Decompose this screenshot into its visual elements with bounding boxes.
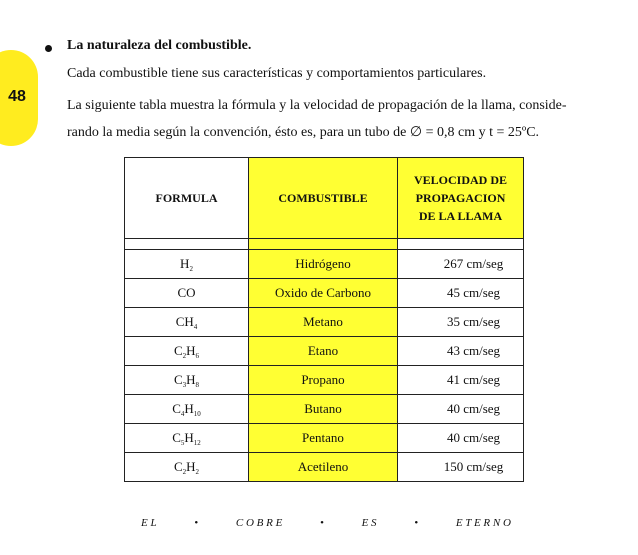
combustible-cell: Acetileno <box>249 453 398 482</box>
paragraph-line-1: La siguiente tabla muestra la fórmula y la velocidad de propagación de la llama, conside- <box>67 98 567 113</box>
formula-element: H <box>184 400 194 416</box>
formula-element: C <box>172 429 181 445</box>
table-row <box>125 424 524 453</box>
formula-element: H <box>186 458 196 474</box>
formula-subscript: 12 <box>193 438 201 447</box>
footer-word: E T E R N O <box>455 517 511 529</box>
formula-subscript: 10 <box>193 409 201 418</box>
header-formula: FORMULA <box>125 158 249 239</box>
velocidad-cell: 267 cm/seg <box>398 250 524 279</box>
formula-element: CH <box>175 313 194 329</box>
table-row <box>125 395 524 424</box>
page-number: 48 <box>8 88 26 105</box>
table-body <box>125 239 524 482</box>
combustible-cell: Metano <box>249 308 398 337</box>
formula-subscript: 4 <box>180 409 185 418</box>
formula-element: CO <box>177 285 196 300</box>
intro-text: Cada combustible tiene sus características y comportamientos particulares. <box>67 66 487 81</box>
formula-element: C <box>172 400 181 416</box>
header-combustible: COMBUSTIBLE <box>249 158 398 239</box>
footer-separator: • <box>320 517 324 529</box>
formula-element: H <box>186 342 196 358</box>
paragraph-line-2: rando la media según la convención, ésto es, para un tubo de ∅ = 0,8 cm y t = 25ºC. <box>67 125 540 140</box>
footer-word: E S <box>361 517 377 529</box>
formula-subscript: 2 <box>195 467 200 476</box>
footer-word: C O B R E <box>235 517 283 529</box>
table-row <box>125 453 524 482</box>
formula-subscript: 2 <box>182 351 187 360</box>
footer-motto <box>141 517 511 529</box>
formula-cell <box>125 453 249 482</box>
velocidad-cell: 150 cm/seg <box>398 453 524 482</box>
velocidad-cell: 40 cm/seg <box>398 395 524 424</box>
header-velocidad-line-3: DE LA LLAMA <box>418 209 503 223</box>
formula-subscript: 4 <box>193 322 198 331</box>
formula-subscript: 6 <box>195 351 200 360</box>
footer-separator: • <box>194 517 199 529</box>
formula-cell <box>125 250 249 279</box>
formula-subscript: 8 <box>195 380 200 389</box>
header-velocidad-line-2: PROPAGACION <box>415 191 506 205</box>
formula-subscript: 5 <box>180 438 185 447</box>
header-velocidad-line-1: VELOCIDAD DE <box>413 173 507 187</box>
combustible-cell: Etano <box>249 337 398 366</box>
formula-cell <box>125 308 249 337</box>
spacer-cell <box>398 239 524 250</box>
table-spacer-row <box>125 239 524 250</box>
combustible-cell: Pentano <box>249 424 398 453</box>
formula-element: C <box>173 371 183 387</box>
combustible-cell: Hidrógeno <box>249 250 398 279</box>
spacer-cell <box>249 239 398 250</box>
velocidad-cell: 35 cm/seg <box>398 308 524 337</box>
footer-separator: • <box>414 517 419 529</box>
formula-cell <box>125 337 249 366</box>
formula-cell <box>125 366 249 395</box>
formula-cell <box>125 279 249 308</box>
formula-subscript: 2 <box>189 264 193 273</box>
bullet-icon <box>45 45 52 52</box>
table-row <box>125 337 524 366</box>
combustible-cell: Butano <box>249 395 398 424</box>
formula-subscript: 3 <box>182 380 187 389</box>
velocidad-cell: 40 cm/seg <box>398 424 524 453</box>
header-velocidad <box>398 158 524 239</box>
table-row <box>125 366 524 395</box>
formula-element: C <box>173 458 183 474</box>
velocidad-cell: 43 cm/seg <box>398 337 524 366</box>
combustible-cell: Propano <box>249 366 398 395</box>
combustible-cell: Oxido de Carbono <box>249 279 398 308</box>
section-heading: La naturaleza del combustible. <box>67 38 252 53</box>
formula-element: H <box>186 371 196 387</box>
formula-cell <box>125 424 249 453</box>
formula-element: H <box>180 255 190 271</box>
formula-subscript: 2 <box>182 467 187 476</box>
formula-element: C <box>173 342 183 358</box>
formula-cell <box>125 395 249 424</box>
spacer-cell <box>125 239 249 250</box>
footer-word: E L <box>141 517 157 529</box>
velocidad-cell: 45 cm/seg <box>398 279 524 308</box>
flame-speed-table <box>124 157 524 482</box>
table-row <box>125 250 524 279</box>
formula-element: H <box>184 429 194 445</box>
table-row <box>125 279 524 308</box>
table-row <box>125 308 524 337</box>
velocidad-cell: 41 cm/seg <box>398 366 524 395</box>
